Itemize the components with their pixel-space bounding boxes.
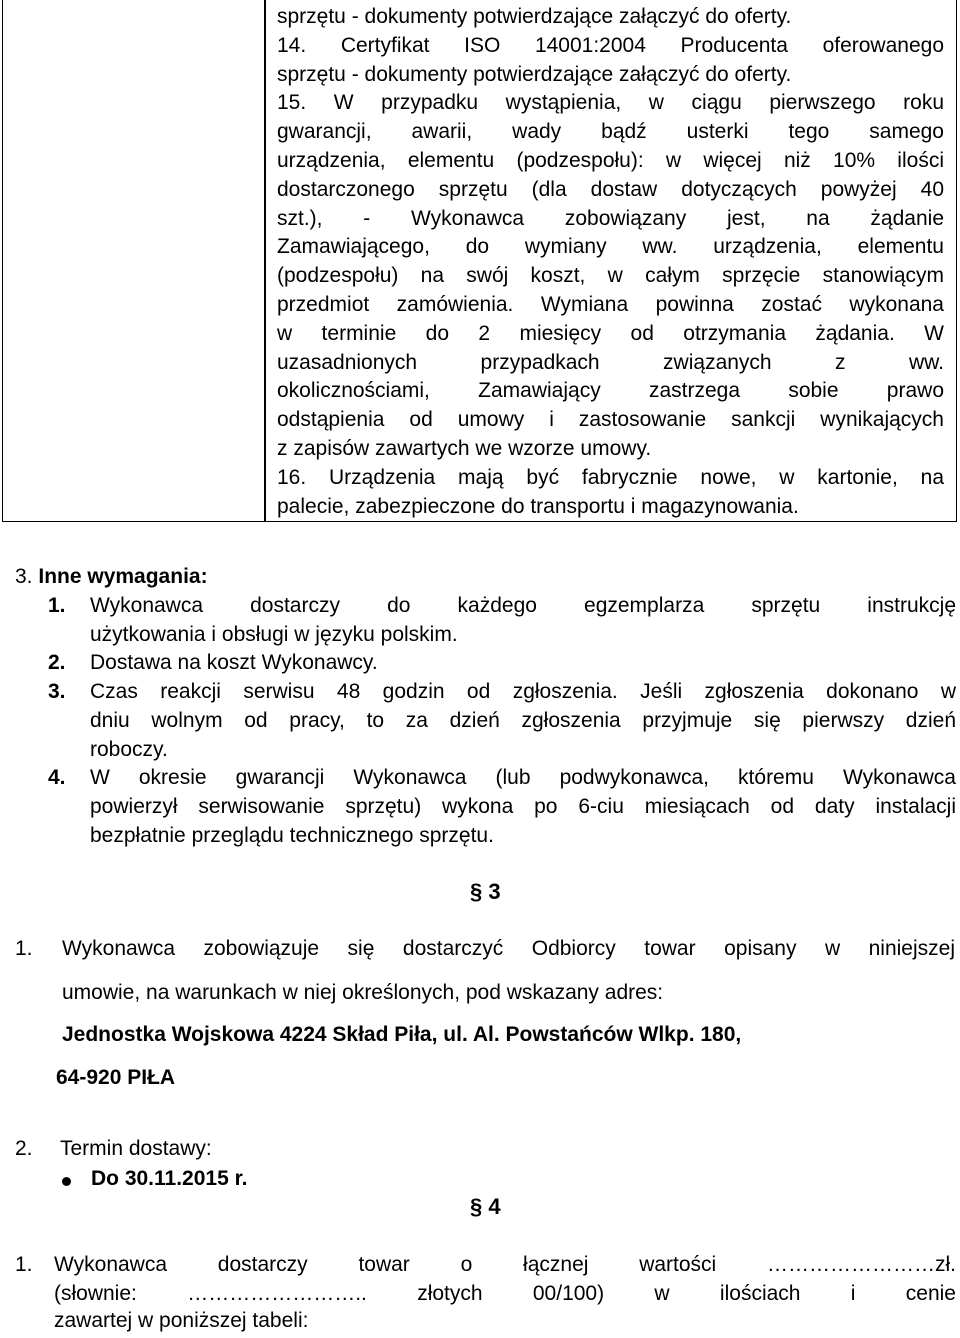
- requirement-line: użytkowania i obsługi w języku polskim.: [90, 622, 458, 646]
- section-4-item-line: zawartej w poniższej tabeli:: [54, 1309, 309, 1332]
- requirement-line: W okresie gwarancji Wykonawca (lub podwykonawca, któremu Wykonawca: [90, 766, 956, 790]
- requirement-item: [48, 592, 956, 621]
- table-line: dostarczonego sprzętu (dla dostaw dotyczących powyżej 40: [277, 177, 944, 201]
- table-line: z zapisów zawartych we wzorze umowy.: [277, 436, 652, 460]
- requirement-number: 1.: [48, 594, 66, 617]
- requirement-item: [48, 678, 956, 707]
- delivery-term-label: Termin dostawy:: [60, 1137, 212, 1160]
- table-line: sprzętu - dokumenty potwierdzające załączyć do oferty.: [277, 62, 792, 86]
- requirements-heading: [15, 565, 208, 589]
- requirement-number: 2.: [48, 651, 66, 675]
- table-line: przedmiot zamówienia. Wymiana powinna zostać wykonana: [277, 292, 944, 316]
- delivery-date: Do 30.11.2015 r.: [91, 1167, 248, 1190]
- table-line: okolicznościami, Zamawiający zastrzega sobie prawo: [277, 379, 944, 403]
- requirement-line: Wykonawca dostarczy do każdego egzemplarza sprzętu instrukcję: [90, 594, 956, 617]
- requirement-line: Dostawa na koszt Wykonawcy.: [90, 651, 378, 675]
- requirements-list: [48, 592, 956, 850]
- section-3-heading: § 3: [470, 879, 501, 904]
- requirement-line: roboczy.: [90, 737, 168, 761]
- requirement-line: powierzył serwisowanie sprzętu) wykona po 6-ciu miesiącach od daty instalacji: [90, 794, 956, 818]
- table-line: szt.), - Wykonawca zobowiązany jest, na żądanie: [277, 206, 944, 230]
- requirements-heading-label: Inne wymagania:: [38, 565, 208, 588]
- requirement-number: 3.: [48, 680, 66, 704]
- table-line: Zamawiającego, do wymiany ww. urządzenia, elementu: [277, 235, 944, 259]
- section-3-item-line: umowie, na warunkach w niej określonych, pod wskazany adres:: [62, 981, 664, 1004]
- requirement-item: [48, 764, 956, 793]
- table-line: 14. Certyfikat ISO 14001:2004 Producenta oferowanego: [277, 33, 944, 57]
- table-line: odstąpienia od umowy i zastosowanie sankcji wynikających: [277, 408, 944, 432]
- table-line: sprzętu - dokumenty potwierdzające załączyć do oferty.: [277, 5, 792, 28]
- table-line: (podzespołu) na swój koszt, w całym sprzęcie stanowiącym: [277, 264, 944, 288]
- section-3-item-number: 2.: [15, 1137, 33, 1160]
- requirements-heading-number: 3.: [15, 565, 33, 588]
- delivery-address: Jednostka Wojskowa 4224 Skład Piła, ul. Al. Powstańców Wlkp. 180,: [62, 1023, 742, 1046]
- table-column-divider: [264, 0, 266, 522]
- requirement-number: 4.: [48, 766, 66, 790]
- section-3-item-line: Wykonawca zobowiązuje się dostarczyć Odbiorcy towar opisany w niniejszej: [62, 937, 955, 960]
- table-line: urządzenia, elementu (podzespołu): w więcej niż 10% ilości: [277, 148, 944, 172]
- table-line: w terminie do 2 miesięcy od otrzymania żądania. W: [277, 321, 944, 345]
- requirement-item: [48, 649, 956, 678]
- spec-table-cell: [277, 3, 944, 521]
- bullet-icon: [62, 1177, 71, 1186]
- table-line: uzasadnionych przypadkach związanych z ww.: [277, 350, 944, 374]
- table-line: gwarancji, awarii, wady bądź usterki tego samego: [277, 120, 944, 144]
- section-4-heading: § 4: [470, 1194, 501, 1219]
- section-3-item-number: 1.: [15, 937, 33, 960]
- table-line: palecie, zabezpieczone do transportu i magazynowania.: [277, 494, 799, 518]
- requirement-line: bezpłatnie przeglądu technicznego sprzętu.: [90, 823, 494, 847]
- section-4-item-line: (słownie: …………………….. złotych 00/100) w ilościach i cenie: [54, 1282, 956, 1305]
- section-4-item-line: Wykonawca dostarczy towar o łącznej wartości ……………………zł.: [54, 1253, 956, 1276]
- delivery-address-postcode: 64-920 PIŁA: [56, 1066, 176, 1089]
- requirement-line: Czas reakcji serwisu 48 godzin od zgłoszenia. Jeśli zgłoszenia dokonano w: [90, 680, 956, 704]
- section-4-item-number: 1.: [15, 1253, 33, 1276]
- requirement-line: dniu wolnym od pracy, to za dzień zgłoszenia przyjmuje się pierwszy dzień: [90, 708, 956, 732]
- table-line: 16. Urządzenia mają być fabrycznie nowe, w kartonie, na: [277, 465, 944, 489]
- table-line: 15. W przypadku wystąpienia, w ciągu pierwszego roku: [277, 91, 944, 115]
